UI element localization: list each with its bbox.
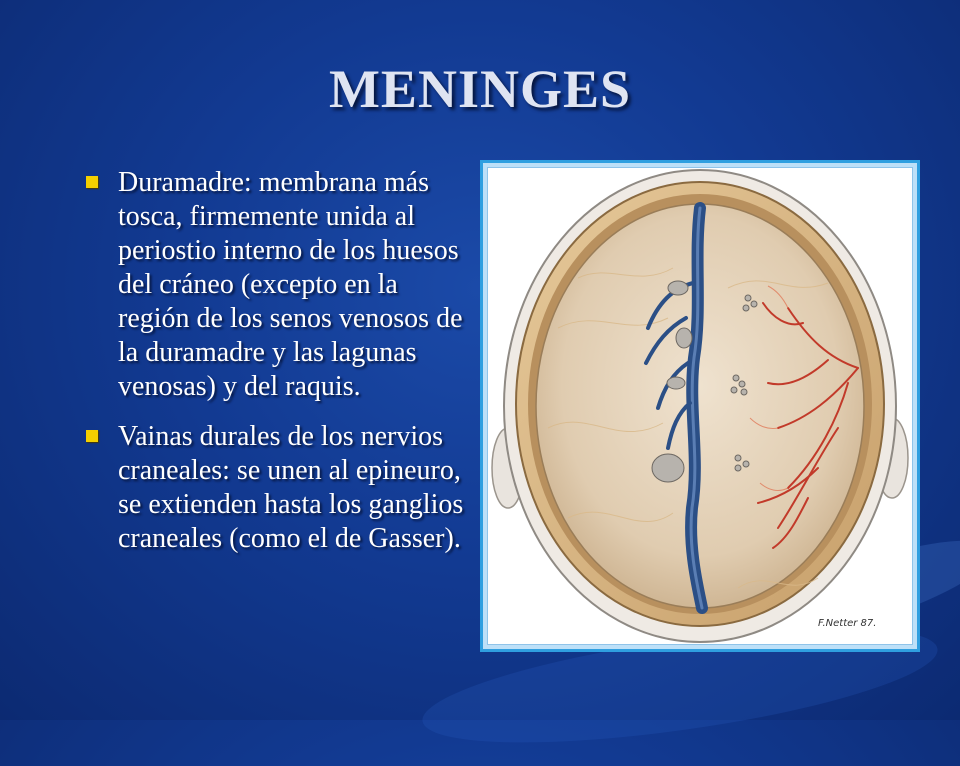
bullet-item-duramadre [84,166,464,404]
anatomy-figure [487,167,913,645]
figure-signature: F.Netter 87. [818,618,877,629]
anatomy-figure-frame [480,160,920,652]
slide-title: MENINGES [328,59,632,119]
bullet-square-icon [86,430,98,442]
bullet-text: Duramadre: membrana más tosca, firmemente unida al periostio interno de los huesos del cráneo (excepto en la región de los senos venosos de la duramadre y las lagunas venosas) y del raquis. [118,167,463,402]
bullet-square-icon [86,176,98,188]
bullet-text: Vainas durales de los nervios craneales: se unen al epineuro, se extienden hasta los ganglios craneales (como el de Gasser). [118,421,464,554]
bullet-item-vainas-durales [84,420,464,556]
bullet-list [84,166,464,572]
dura-mater-illustration [488,168,912,644]
